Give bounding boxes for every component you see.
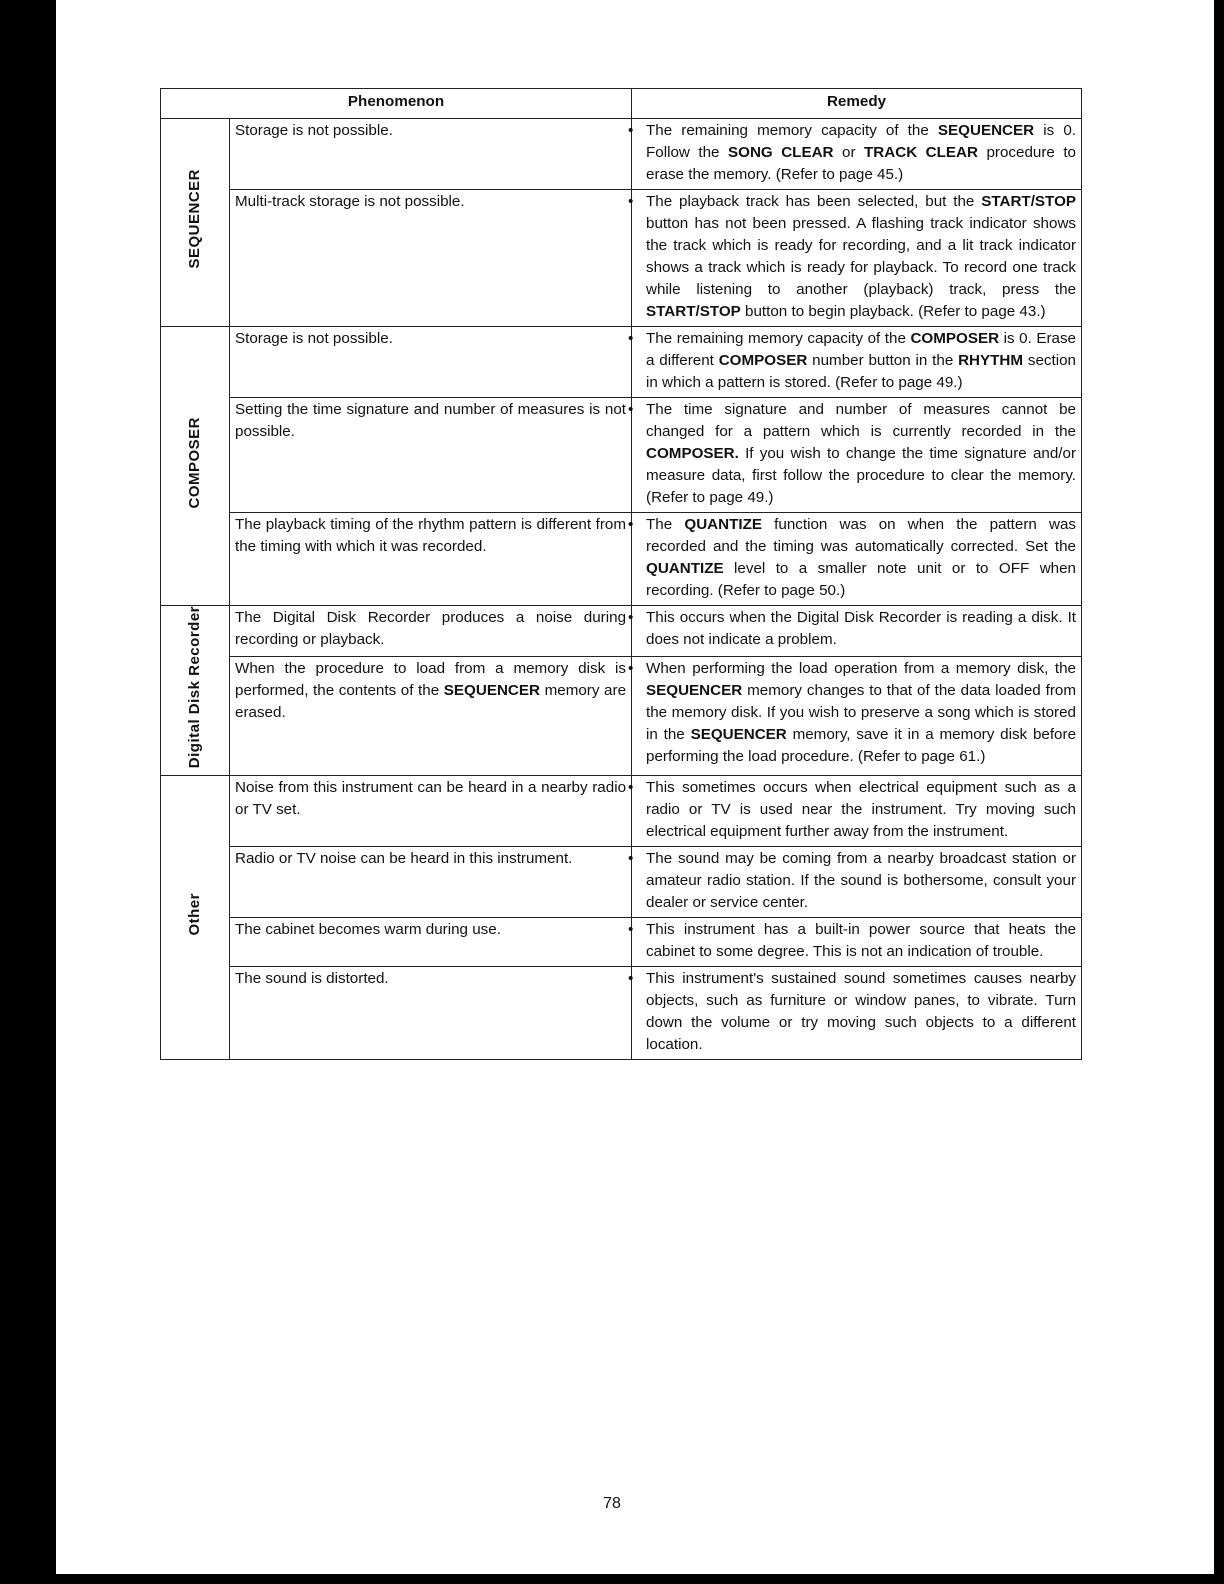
- remedy-cell: [628, 776, 1082, 847]
- bold-term: SEQUENCER: [690, 725, 787, 743]
- text-segment: When performing the load operation from a memory disk, the: [646, 659, 1077, 677]
- phenomenon-cell: [230, 327, 632, 398]
- text-segment: This occurs when the Digital Disk Recorder is reading a disk. It does not indicate a problem.: [646, 609, 1077, 648]
- text-segment: is 0. Follow the: [646, 122, 1077, 161]
- text-segment: The: [646, 516, 685, 533]
- text-segment: This instrument's sustained sound sometimes causes nearby objects, such as furniture or window panes, to vibrate. Turn down the volume or try moving such objects to a different location.: [646, 970, 1077, 1054]
- bullet-icon: •: [628, 850, 634, 868]
- table-row: [161, 656, 1082, 775]
- bullet-icon: •: [628, 193, 634, 210]
- remedy-text: [628, 919, 1077, 963]
- text-segment: level to a smaller note unit or to OFF when recording. (Refer to page 50.): [646, 560, 1077, 599]
- category-label: Digital Disk Recorder: [186, 606, 203, 769]
- scan-edge-right: [1214, 0, 1224, 1584]
- bold-term: START/STOP: [981, 193, 1077, 210]
- table-row: [161, 967, 1082, 1060]
- remedy-text: [628, 968, 1077, 1056]
- phenomenon-cell: [230, 847, 632, 918]
- bold-term: COMPOSER: [910, 330, 1000, 347]
- page-number: 78: [603, 1495, 621, 1512]
- bold-term: QUANTIZE: [646, 560, 724, 577]
- remedy-cell: [628, 398, 1082, 513]
- category-label: COMPOSER: [186, 416, 203, 509]
- text-segment: If you wish to change the time signature and/or measure data, first follow the procedure to clear the memory. (Refer to page 49.): [646, 445, 1077, 506]
- cell-text: Multi-track storage is not possible.: [235, 193, 465, 210]
- bullet-icon: •: [628, 122, 634, 139]
- table-body: [161, 119, 1082, 1060]
- cell-text: Storage is not possible.: [235, 122, 393, 139]
- remedy-text: [628, 191, 1077, 323]
- remedy-text: [628, 658, 1077, 768]
- category-cell: [161, 119, 230, 327]
- bullet-icon: •: [628, 609, 634, 626]
- text-segment: memory, save it in a memory disk before performing the load procedure. (Refer to page 61.): [646, 725, 1077, 765]
- cell-text: The Digital Disk Recorder produces a noise during recording or playback.: [235, 609, 627, 648]
- bold-term: RHYTHM: [958, 352, 1024, 369]
- header-phenomenon: Phenomenon: [161, 89, 632, 119]
- text-segment: The remaining memory capacity of the: [646, 330, 911, 347]
- bold-term: COMPOSER.: [646, 445, 739, 462]
- remedy-cell: [628, 513, 1082, 606]
- bold-term: SEQUENCER: [443, 681, 540, 699]
- bold-term: QUANTIZE: [684, 516, 762, 533]
- category-cell: [161, 606, 230, 776]
- category-cell: [161, 776, 230, 1060]
- scan-edge-left: [0, 0, 56, 1584]
- troubleshooting-table: [160, 88, 1082, 1060]
- text-segment: The sound may be coming from a nearby broadcast station or amateur radio station. If the sound is bothersome, consult your dealer or service center.: [646, 850, 1077, 912]
- cell-text: Noise from this instrument can be heard in a nearby radio or TV set.: [235, 779, 627, 819]
- text-segment: memory changes to that of the data loaded from the memory disk. If you wish to preserve a song which is stored in the: [646, 681, 1077, 743]
- remedy-text: [628, 399, 1077, 509]
- cell-text: The cabinet becomes warm during use.: [235, 921, 501, 939]
- text-segment: memory are erased.: [235, 681, 627, 721]
- table-row: [161, 190, 1082, 327]
- table-row: [161, 398, 1082, 513]
- bullet-icon: •: [628, 779, 634, 797]
- remedy-text: [628, 328, 1077, 394]
- table-header-row: [161, 89, 1082, 119]
- header-remedy: Remedy: [632, 89, 1082, 119]
- category-label: Other: [186, 892, 203, 936]
- remedy-text: [628, 607, 1077, 651]
- category-cell: [161, 327, 230, 606]
- text-segment: When the procedure to load from a memory disk is performed, the contents of the: [235, 659, 627, 699]
- text-segment: or: [833, 144, 865, 161]
- table-row: [161, 327, 1082, 398]
- text-segment: function was on when the pattern was recorded and the timing was automatically corrected. Set the: [646, 516, 1077, 555]
- table-row: [161, 847, 1082, 918]
- cell-text: The sound is distorted.: [235, 970, 389, 988]
- cell-text: Setting the time signature and number of measures is not possible.: [235, 401, 627, 440]
- phenomenon-cell: [230, 513, 632, 606]
- bullet-icon: •: [628, 516, 634, 533]
- text-segment: The playback track has been selected, but the: [646, 193, 982, 210]
- remedy-cell: [628, 967, 1082, 1060]
- table-row: [161, 918, 1082, 967]
- bold-term: COMPOSER: [718, 352, 808, 369]
- phenomenon-cell: [230, 190, 632, 327]
- scan-edge-bottom: [0, 1574, 1224, 1584]
- text-segment: procedure to erase the memory. (Refer to page 45.): [646, 144, 1076, 183]
- bold-term: SEQUENCER: [937, 122, 1035, 139]
- bullet-icon: •: [628, 401, 634, 418]
- bullet-icon: •: [628, 330, 634, 347]
- text-segment: is 0. Erase a different: [646, 330, 1077, 369]
- phenomenon-cell: [230, 606, 632, 657]
- remedy-cell: [628, 656, 1082, 775]
- phenomenon-cell: [230, 918, 632, 967]
- text-segment: The remaining memory capacity of the: [646, 122, 938, 139]
- phenomenon-cell: [230, 967, 632, 1060]
- cell-text: The playback timing of the rhythm pattern is different from the timing with which it was recorded.: [235, 516, 627, 555]
- remedy-cell: [628, 119, 1082, 190]
- text-segment: section in which a pattern is stored. (Refer to page 49.): [646, 352, 1077, 391]
- bullet-icon: •: [628, 921, 634, 939]
- text-segment: button has not been pressed. A flashing track indicator shows the track which is ready for recording, and a lit track indicator shows a track which is ready for playback. To record one track while listening to another (playback) track, press the: [646, 215, 1077, 298]
- table-row: [161, 606, 1082, 657]
- bold-term: SEQUENCER: [646, 681, 743, 699]
- phenomenon-cell: [230, 398, 632, 513]
- remedy-cell: [628, 606, 1082, 657]
- phenomenon-cell: [230, 656, 632, 775]
- remedy-cell: [628, 918, 1082, 967]
- text-segment: number button in the: [807, 352, 959, 369]
- bold-term: TRACK CLEAR: [864, 144, 978, 161]
- remedy-cell: [628, 190, 1082, 327]
- remedy-text: [628, 120, 1077, 186]
- category-label: SEQUENCER: [186, 169, 203, 269]
- remedy-text: [628, 777, 1077, 843]
- phenomenon-cell: [230, 119, 632, 190]
- bold-term: SONG CLEAR: [728, 144, 834, 161]
- text-segment: The time signature and number of measures cannot be changed for a pattern which is currently recorded in the: [646, 401, 1077, 440]
- table-row: [161, 776, 1082, 847]
- cell-text: Radio or TV noise can be heard in this instrument.: [235, 850, 573, 868]
- bullet-icon: •: [628, 659, 634, 677]
- text-segment: This sometimes occurs when electrical equipment such as a radio or TV is used near the instrument. Try moving such electrical equipment further away from the instrument.: [646, 779, 1077, 841]
- remedy-cell: [628, 327, 1082, 398]
- phenomenon-cell: [230, 776, 632, 847]
- cell-text: Storage is not possible.: [235, 330, 393, 347]
- text-segment: This instrument has a built-in power source that heats the cabinet to some degree. This is not an indication of trouble.: [646, 921, 1077, 961]
- table-row: [161, 513, 1082, 606]
- bullet-icon: •: [628, 970, 634, 988]
- bold-term: START/STOP: [646, 303, 741, 320]
- remedy-text: [628, 514, 1077, 602]
- table-row: [161, 119, 1082, 190]
- text-segment: button to begin playback. (Refer to page 43.): [740, 303, 1046, 320]
- remedy-cell: [628, 847, 1082, 918]
- remedy-text: [628, 848, 1077, 914]
